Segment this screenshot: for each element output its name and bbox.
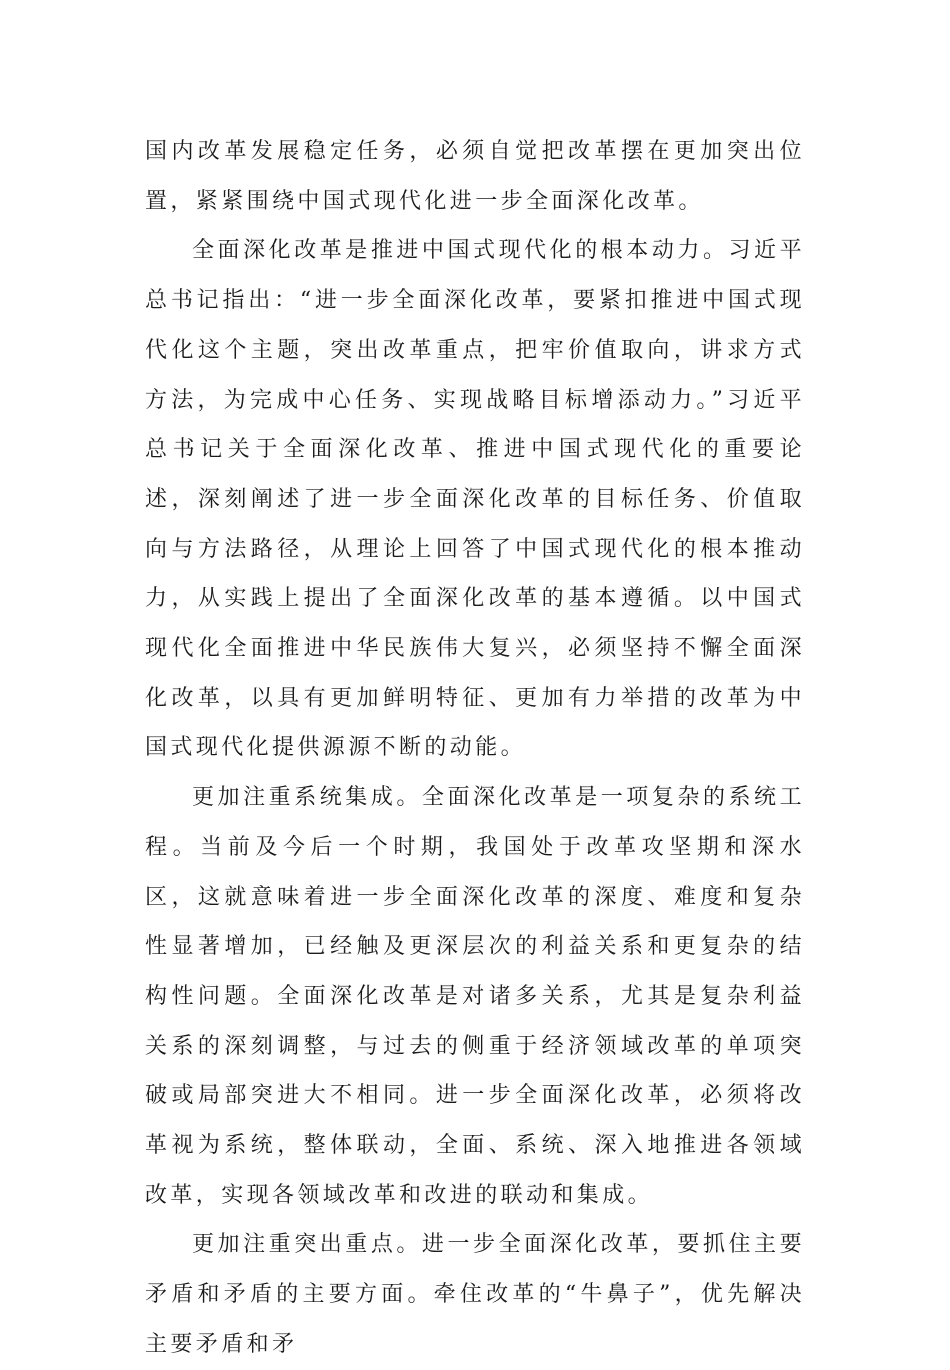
paragraph-3: 更加注重系统集成。全面深化改革是一项复杂的系统工程。当前及今后一个时期，我国处于改革攻坚期和深水区，这就意味着进一步全面深化改革的深度、难度和复杂性显著增加，已经触及更深层次的利益关系和更复杂的结构性问题。全面深化改革是对诸多关系，尤其是复杂利益关系的深刻调整，与过去的侧重于经济领域改革的单项突破或局部突进大不相同。进一步全面深化改革，必须将改革视为系统，整体联动，全面、系统、深入地推进各领域改革，实现各领域改革和改进的联动和集成。 (145, 785, 805, 1208)
paragraph-1: 国内改革发展稳定任务，必须自觉把改革摆在更加突出位置，紧紧围绕中国式现代化进一步全面深化改革。 (145, 139, 805, 214)
document-body (145, 127, 805, 1370)
paragraph-2: 全面深化改革是推进中国式现代化的根本动力。习近平总书记指出：“进一步全面深化改革，要紧扣推进中国式现代化这个主题，突出改革重点，把牢价值取向，讲求方式方法，为完成中心任务、实现战略目标增添动力。”习近平总书记关于全面深化改革、推进中国式现代化的重要论述，深刻阐述了进一步全面深化改革的目标任务、价值取向与方法路径，从理论上回答了中国式现代化的根本推动力，从实践上提出了全面深化改革的基本遵循。以中国式现代化全面推进中华民族伟大复兴，必须坚持不懈全面深化改革，以具有更加鲜明特征、更加有力举措的改革为中国式现代化提供源源不断的动能。 (145, 238, 805, 761)
paragraph-4: 更加注重突出重点。进一步全面深化改革，要抓住主要矛盾和矛盾的主要方面。牵住改革的“牛鼻子”，优先解决主要矛盾和矛 (145, 1232, 805, 1357)
